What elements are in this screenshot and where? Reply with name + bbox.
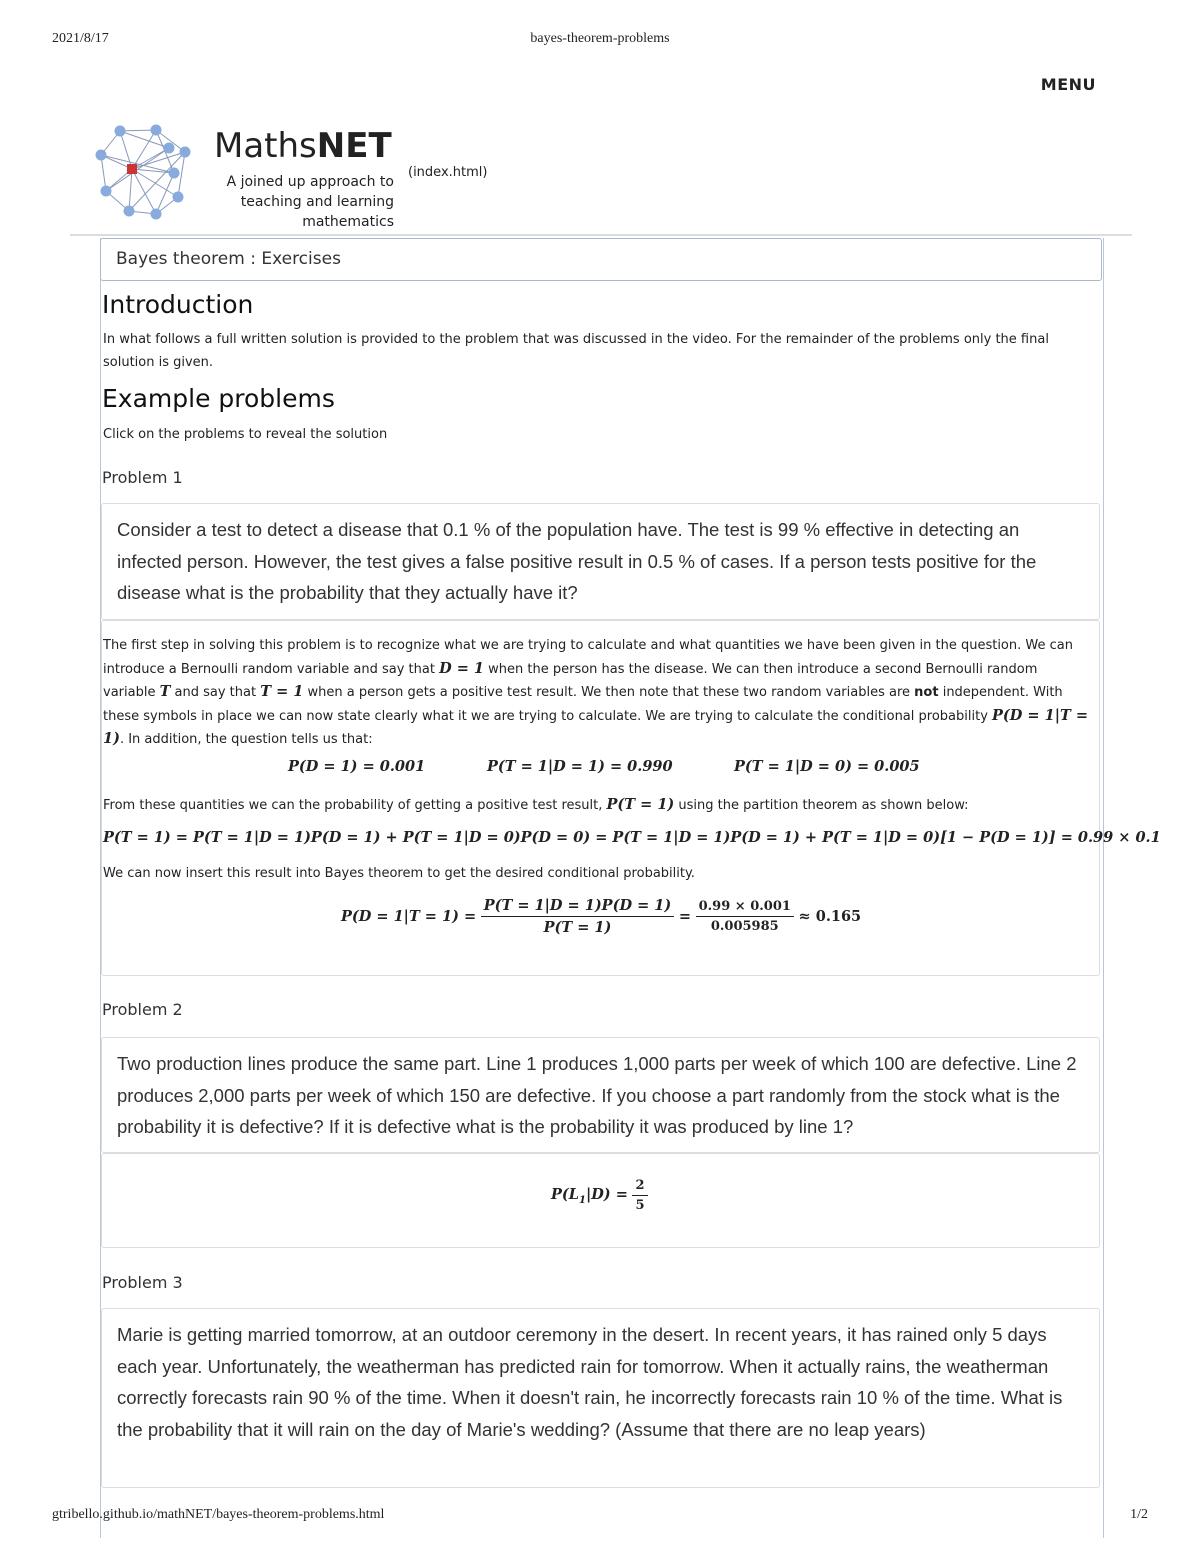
problem-3-question[interactable]: Marie is getting married tomorrow, at an outdoor ceremony in the desert. In recent years, it has rained only 5 days each year. Unfortunately, the weatherman has predicted rain for tomorrow. When it actually rains, the weatherman correctly forecasts rain 90 % of the time. When it doesn't rain, he incorrectly forecasts rain 10 % of the time. What is the probability that it will rain on the day of Marie's wedding? (Assume that there are no leap years) bbox=[101, 1308, 1100, 1488]
logo-tagline-line: teaching and learning bbox=[240, 194, 394, 210]
math-target-probability: P(D = 1|T = 1) bbox=[103, 706, 1088, 747]
fraction-numerator: P(T = 1|D = 1)P(D = 1) bbox=[481, 897, 674, 917]
problem-1-label: Problem 1 bbox=[102, 468, 183, 487]
bayes-equation bbox=[341, 897, 861, 936]
examples-instruction: Click on the problems to reveal the solution bbox=[103, 427, 388, 442]
answer-fraction bbox=[632, 1178, 647, 1213]
given-eq-1: P(D = 1) = 0.001 bbox=[288, 758, 426, 775]
emphasis-not: not bbox=[914, 685, 939, 700]
given-eq-3: P(T = 1|D = 0) = 0.005 bbox=[734, 758, 920, 775]
print-page-title: bayes-theorem-problems bbox=[530, 31, 670, 46]
solution-text: and say that bbox=[174, 685, 257, 700]
fraction-denominator: 5 bbox=[635, 1198, 645, 1213]
solution-text: From these quantities we can the probability of getting a positive test result, bbox=[103, 798, 603, 813]
problem-3-label: Problem 3 bbox=[102, 1273, 183, 1292]
logo-tagline bbox=[208, 172, 394, 232]
problem-1-question[interactable]: Consider a test to detect a disease that 0.1 % of the population have. The test is 99 % effective in detecting an infected person. However, the test gives a false positive result in 0.5 % of cases. If a person tests positive for the disease what is the probability that they actually have it? bbox=[101, 503, 1100, 620]
logo-link-text[interactable]: (index.html) bbox=[408, 165, 488, 180]
solution-text: when the person has the disease. We can then introduce a second Bernoulli random variable bbox=[103, 661, 1038, 700]
answer-lhs: $P(L_1|D)$ = bbox=[551, 1185, 628, 1206]
menu-button[interactable]: MENU bbox=[1040, 75, 1096, 94]
intro-heading: Introduction bbox=[102, 290, 254, 319]
fraction-numerator: 2 bbox=[632, 1178, 647, 1196]
examples-heading: Example problems bbox=[102, 384, 335, 413]
fraction-denominator: 0.005985 bbox=[710, 919, 779, 934]
solution-text: independent. With these symbols in place we can now state clearly what it we are trying to calculate. We are trying to calculate the conditional probability bbox=[103, 685, 1063, 724]
bayes-intro: We can now insert this result into Bayes theorem to get the desired conditional probability. bbox=[103, 866, 695, 881]
panel-title: Bayes theorem : Exercises bbox=[116, 249, 341, 269]
problem-2-question[interactable]: Two production lines produce the same part. Line 1 produces 1,000 parts per week of which 100 are defective. Line 2 produces 2,000 parts per week of which 150 are defective. If you choose a part randomly from the stock what is the probability it is defective? If it is defective what is the probability it was produced by line 1? bbox=[101, 1037, 1100, 1153]
solution-text: The first step in solving this problem is to recognize what we are trying to calculate and what quantities we have been given in the question. We can introduce a Bernoulli random variable and say that bbox=[103, 638, 1073, 677]
solution-text: when a person gets a positive test result. We then note that these two random variables are bbox=[307, 685, 911, 700]
given-eq-2: P(T = 1|D = 1) = 0.990 bbox=[487, 758, 673, 775]
bayes-fraction-1 bbox=[481, 897, 674, 936]
print-page-number: 1/2 bbox=[1130, 1507, 1148, 1522]
logo-title bbox=[214, 126, 392, 166]
logo-title-bold: NET bbox=[316, 126, 392, 166]
fraction-numerator: 0.99 × 0.001 bbox=[696, 899, 794, 917]
math-t-equals-1: T = 1 bbox=[260, 683, 304, 700]
print-date: 2021/8/17 bbox=[52, 31, 109, 46]
intro-text: In what follows a full written solution is provided to the problem that was discussed in the video. For the remainder of the problems only the final solution is given. bbox=[103, 332, 1049, 370]
partition-equation: P(T = 1) = P(T = 1|D = 1)P(D = 1) + P(T = 1|D = 0)P(D = 0) = P(T = 1|D = 1)P(D = 1) + P(T = 1|D = 0)[1 − P(D = 1)] = 0.99 × 0.1 bbox=[103, 829, 1161, 846]
partition-intro bbox=[103, 794, 1093, 818]
problem-2-answer bbox=[551, 1178, 648, 1213]
bayes-fraction-2 bbox=[696, 899, 794, 934]
solution-1-text bbox=[103, 635, 1093, 752]
equals-sign: = bbox=[678, 908, 691, 925]
bayes-result: ≈ 0.165 bbox=[798, 908, 862, 925]
problem-2-label: Problem 2 bbox=[102, 1000, 183, 1019]
math-p-t-equals-1: P(T = 1) bbox=[606, 796, 675, 813]
math-t: T bbox=[159, 683, 171, 700]
site-logo[interactable] bbox=[94, 122, 414, 232]
network-logo-icon bbox=[94, 122, 209, 227]
bayes-lhs: P(D = 1|T = 1) = bbox=[341, 908, 477, 925]
panel-header bbox=[100, 238, 1102, 281]
print-url: gtribello.github.io/mathNET/bayes-theorem-problems.html bbox=[52, 1507, 385, 1522]
fraction-denominator: P(T = 1) bbox=[543, 919, 612, 936]
logo-title-light: Maths bbox=[214, 126, 317, 166]
logo-tagline-line: mathematics bbox=[302, 214, 394, 230]
logo-tagline-line: A joined up approach to bbox=[226, 174, 394, 190]
solution-text: using the partition theorem as shown below: bbox=[678, 798, 969, 813]
header-divider bbox=[70, 234, 1132, 236]
math-d-equals-1: D = 1 bbox=[439, 659, 485, 677]
solution-text: . In addition, the question tells us that: bbox=[119, 732, 373, 747]
